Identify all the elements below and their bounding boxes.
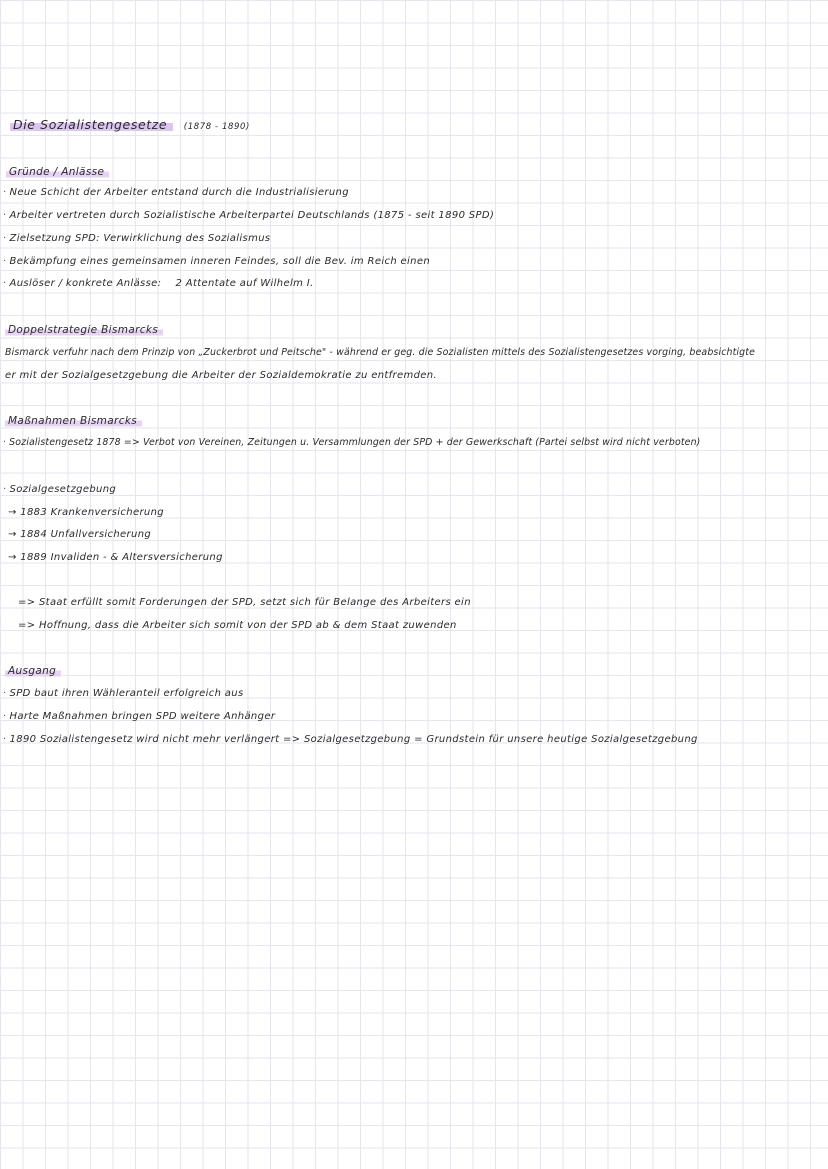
sub-list-item: → 1884 Unfallversicherung <box>8 529 152 540</box>
bullet-icon: · <box>3 278 7 289</box>
section-heading-gruende <box>6 165 109 179</box>
list-item: · Neue Schicht der Arbeiter entstand durch die Industrialisierung <box>3 187 349 198</box>
bullet-icon: · <box>3 187 7 198</box>
conclusion-line: => Hoffnung, dass die Arbeiter sich somit von der SPD ab & dem Staat zuwenden <box>18 620 457 631</box>
page-title <box>10 118 250 134</box>
ausgang-heading-text: Ausgang <box>5 665 61 677</box>
list-item: · Zielsetzung SPD: Verwirklichung des Sozialismus <box>3 233 271 244</box>
sub-list-item: → 1883 Krankenversicherung <box>8 507 164 518</box>
list-item: · SPD baut ihren Wähleranteil erfolgreich aus <box>3 688 244 699</box>
sub-list-item: → 1889 Invaliden - & Altersversicherung <box>8 552 223 563</box>
section-heading-strategie <box>5 323 163 337</box>
strategie-heading-text: Doppelstrategie Bismarcks <box>5 324 163 336</box>
title-text: Die Sozialistengesetze <box>10 117 173 132</box>
section-heading-massnahmen <box>5 414 142 428</box>
conclusion-line: => Staat erfüllt somit Forderungen der SPD, setzt sich für Belange des Arbeiters ein <box>18 597 471 608</box>
bullet-icon: · <box>3 484 7 495</box>
bullet-icon: · <box>3 233 7 244</box>
bullet-icon: · <box>3 256 7 267</box>
list-item: · Arbeiter vertreten durch Sozialistische Arbeiterpartei Deutschlands (1875 - seit 1890 SPD) <box>3 210 495 221</box>
list-item: · Auslöser / konkrete Anlässe: 2 Attentate auf Wilhelm I. <box>3 278 314 289</box>
list-item: · Harte Maßnahmen bringen SPD weitere Anhänger <box>3 711 276 722</box>
list-item: · 1890 Sozialistengesetz wird nicht mehr verlängert => Sozialgesetzgebung = Grundstein für unsere heutige Sozialgesetzgebung <box>3 734 698 745</box>
bullet-icon: · <box>3 734 7 745</box>
paragraph-line: er mit der Sozialgesetzgebung die Arbeiter der Sozialdemokratie zu entfremden. <box>5 370 438 381</box>
bullet-icon: · <box>3 688 7 699</box>
bullet-icon: · <box>3 711 7 722</box>
massnahmen-heading-text: Maßnahmen Bismarcks <box>5 415 142 427</box>
bullet-icon: · <box>3 210 7 221</box>
title-years: (1878 - 1890) <box>183 122 250 132</box>
section-heading-ausgang <box>5 664 61 678</box>
list-item: · Sozialgesetzgebung <box>3 484 117 495</box>
gruende-heading-text: Gründe / Anlässe <box>6 166 109 178</box>
bullet-icon: · <box>3 437 7 448</box>
list-item: · Sozialistengesetz 1878 => Verbot von Vereinen, Zeitungen u. Versammlungen der SPD + der Gewerkschaft (Partei selbst wird nicht verboten) <box>3 437 701 448</box>
paragraph-line: Bismarck verfuhr nach dem Prinzip von „Zuckerbrot und Peitsche" - während er geg. die Sozialisten mittels des Sozialistengesetzes vorging, beabsichtigte <box>5 347 756 358</box>
list-item: · Bekämpfung eines gemeinsamen inneren Feindes, soll die Bev. im Reich einen <box>3 256 431 267</box>
